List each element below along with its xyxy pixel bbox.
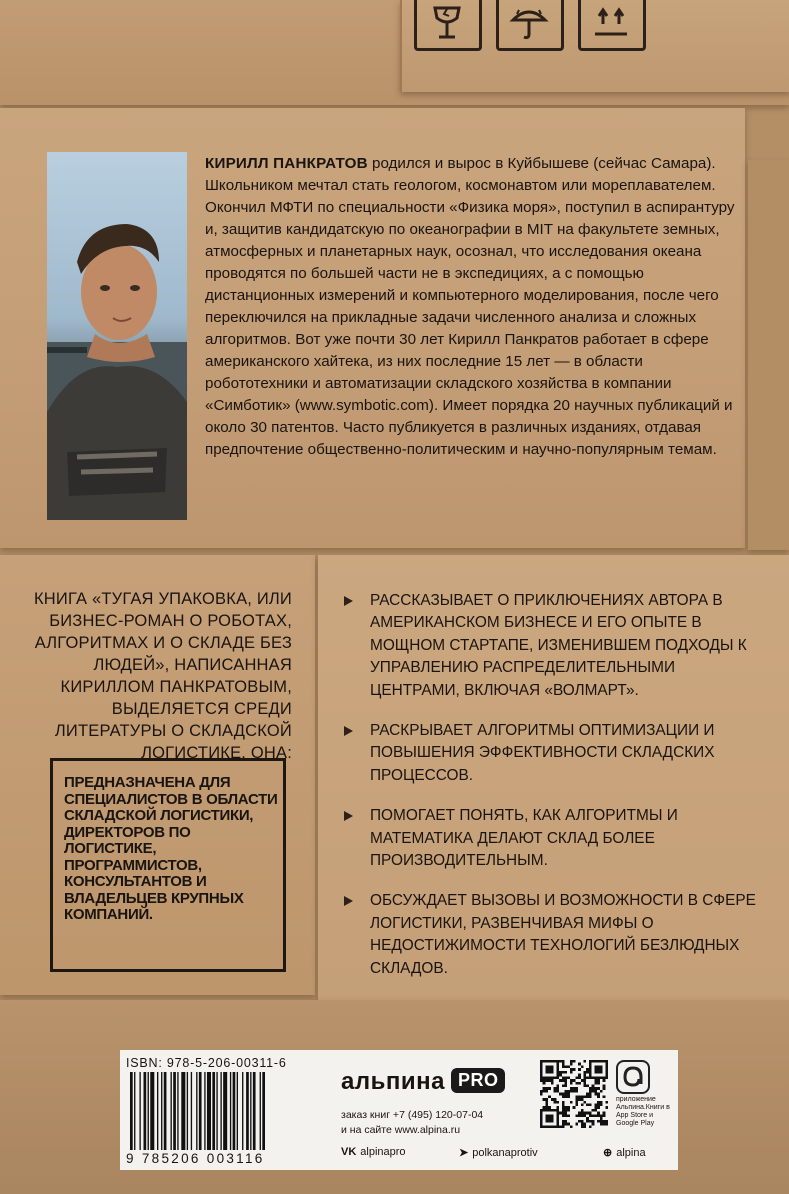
author-photo: [47, 152, 187, 520]
publisher-logo: альпина PRO: [341, 1068, 505, 1096]
list-item: РАССКАЗЫВАЕТ О ПРИКЛЮЧЕНИЯХ АВТОРА В АМЕРИКАНСКОМ БИЗНЕСЕ И ЕГО ОПЫТЕ В МОЩНОМ СТАРТАПЕ, ИЗМЕНИВШЕМ ПОДХОДЫ К УПРАВЛЕНИЮ РАСПРЕДЕЛИТЕЛЬНЫМИ ЦЕНТРАМИ, ВКЛЮЧАЯ «ВОЛМАРТ».: [340, 590, 760, 702]
target-audience-text: ПРЕДНАЗНАЧЕНА ДЛЯ СПЕЦИАЛИСТОВ В ОБЛАСТИ СКЛАДСКОЙ ЛОГИСТИКИ, ДИРЕКТОРОВ ПО ЛОГИСТИКЕ, ПРОГРАММИСТОВ, КОНСУЛЬТАНТОВ И ВЛАДЕЛЬЦЕВ КРУПНЫХ КОМПАНИЙ.: [64, 774, 278, 923]
cardboard-box-top-right: [400, 0, 789, 92]
bullet-triangle-icon: [344, 896, 353, 906]
bullet-triangle-icon: [344, 811, 353, 821]
list-item: ПОМОГАЕТ ПОНЯТЬ, КАК АЛГОРИТМЫ И МАТЕМАТИКА ДЕЛАЮТ СКЛАД БОЛЕЕ ПРОИЗВОДИТЕЛЬНЫМ.: [340, 805, 760, 872]
plus-icon: ⊕: [603, 1147, 613, 1159]
this-way-up-icon: [578, 0, 646, 51]
qr-code: [540, 1060, 608, 1128]
isbn-panel: [120, 1050, 678, 1170]
order-website: и на сайте www.alpina.ru: [341, 1124, 461, 1136]
social-vk[interactable]: VK alpinapro: [341, 1146, 406, 1158]
order-phone: заказ книг +7 (495) 120-07-04: [341, 1109, 484, 1121]
app-promo: [616, 1060, 674, 1128]
fragile-glass-icon: [414, 0, 482, 51]
bullet-triangle-icon: [344, 596, 353, 606]
social-alpina[interactable]: ⊕ alpina: [603, 1147, 646, 1159]
feature-list: [340, 590, 760, 998]
bullet-triangle-icon: [344, 726, 353, 736]
cardboard-box-side: [748, 160, 789, 550]
barcode: [126, 1072, 326, 1150]
barcode-digits: 9 785206 003116: [126, 1151, 265, 1166]
social-telegram[interactable]: ➤ polkanaprotiv: [459, 1147, 538, 1159]
list-item: РАСКРЫВАЕТ АЛГОРИТМЫ ОПТИМИЗАЦИИ И ПОВЫШЕНИЯ ЭФФЕКТИВНОСТИ СКЛАДСКИХ ПРОЦЕССОВ.: [340, 720, 760, 787]
order-info: [341, 1108, 483, 1138]
publisher-logo-badge: PRO: [451, 1068, 506, 1093]
list-item: ОБСУЖДАЕТ ВЫЗОВЫ И ВОЗМОЖНОСТИ В СФЕРЕ ЛОГИСТИКИ, РАЗВЕНЧИВАЯ МИФЫ О НЕДОСТИЖИМОСТИ ТЕХНОЛОГИЙ БЕЗЛЮДНЫХ СКЛАДОВ.: [340, 890, 760, 980]
vk-icon: VK: [341, 1146, 357, 1158]
book-intro: КНИГА «ТУГАЯ УПАКОВКА, ИЛИ БИЗНЕС-РОМАН О РОБОТАХ, АЛГОРИТМАХ И О СКЛАДЕ БЕЗ ЛЮДЕЙ», НАПИСАННАЯ КИРИЛЛОМ ПАНКРАТОВЫМ, ВЫДЕЛЯЕТСЯ СРЕДИ ЛИТЕРАТУРЫ О СКЛАДСКОЙ ЛОГИСТИКЕ. ОНА:: [33, 590, 292, 762]
umbrella-icon: [496, 0, 564, 51]
author-name: КИРИЛЛ ПАНКРАТОВ: [205, 155, 368, 172]
telegram-icon: ➤: [459, 1147, 469, 1159]
app-promo-text: приложение Альпина.Книги в App Store и Google Play: [616, 1096, 670, 1127]
isbn-label: ISBN: 978-5-206-00311-6: [126, 1056, 287, 1070]
author-bio: [205, 153, 735, 461]
author-bio-text: родился и вырос в Куйбышеве (сейчас Самара). Школьником мечтал стать геологом, космонавтом или мореплавателем. Окончил МФТИ по специальности «Физика моря», поступил в аспирантуру и, защитив кандидатскую по океанографии в MIT на факультете земных, атмосферных и планетарных наук, осознал, что исследования океана проводятся по большей части не в экспедициях, а с помощью дистанционных измерений и компьютерного моделирования, после чего переключился на прикладные задачи численного анализа и сложных алгоритмов. Вот уже почти 30 лет Кирилл Панкратов работает в сфере американского хайтека, из них последние 15 лет — в области робототехники и автоматизации складского хозяйства в компании «Симботик» (www.symbotic.com). Имеет порядка 20 научных публикаций и около 30 патентов. Часто публикуется в различных изданиях, отдавая предпочтение общественно-политическим и научно-популярным темам.: [205, 155, 735, 458]
app-icon: [616, 1060, 650, 1094]
